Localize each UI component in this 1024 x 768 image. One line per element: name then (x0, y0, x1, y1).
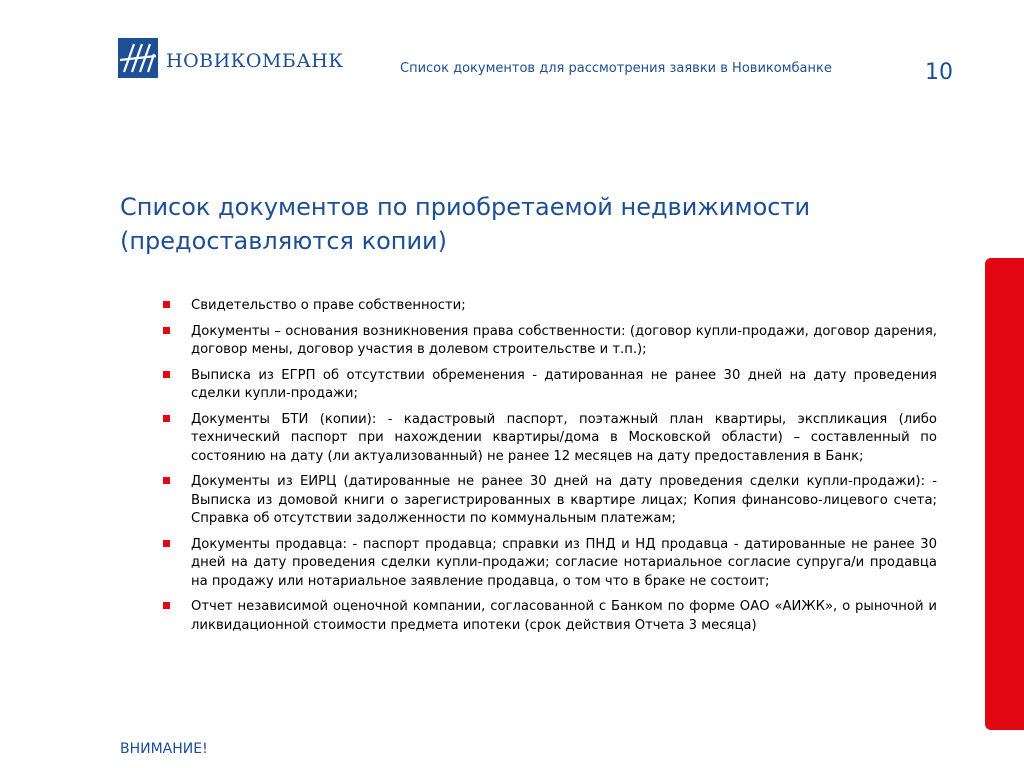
square-bullet-icon (163, 415, 170, 422)
list-item (163, 411, 937, 467)
list-item (163, 297, 937, 316)
side-accent-bar (985, 258, 1024, 730)
footer-note: ВНИМАНИЕ! (120, 741, 208, 757)
logo-text: НОВИКОМБАНК (166, 50, 344, 72)
header-title: Список документов для рассмотрения заявки в Новикомбанке (400, 61, 832, 76)
list-item-text: Выписка из ЕГРП об отсутствии обременения - датированная не ранее 30 дней на дату проведения сделки купли-продажи; (191, 367, 937, 401)
list-item-text: Документы – основания возникновения права собственности: (договор купли-продажи, договор дарения, договор мены, договор участия в долевом строительстве и т.п.); (191, 323, 937, 357)
square-bullet-icon (163, 540, 170, 547)
square-bullet-icon (163, 477, 170, 484)
square-bullet-icon (163, 602, 170, 609)
page-title-line-1: Список документов по приобретаемой недвижимости (120, 193, 811, 221)
documents-list (163, 297, 937, 642)
square-bullet-icon (163, 371, 170, 378)
list-item-text: Документы продавца: - паспорт продавца; справки из ПНД и НД продавца - датированные не ранее 30 дней на дату проведения сделки купли-продажи; согласие нотариальное согласие супруга/и продавца на продажу или нотариальное заявление продавца, о том что в браке не состоит; (191, 536, 937, 589)
list-item (163, 473, 937, 529)
list-item-text: Отчет независимой оценочной компании, согласованной с Банком по форме ОАО «АИЖК», о рыночной и ликвидационной стоимости предмета ипотеки (срок действия Отчета 3 месяца) (191, 599, 937, 633)
list-item (163, 598, 937, 635)
list-item-text: Свидетельство о праве собственности; (191, 298, 466, 313)
list-item-text: Документы БТИ (копии): - кадастровый паспорт, поэтажный план квартиры, экспликация (либо технический паспорт при нахождении квартиры/дома в Московской области) – составленный по состоянию на дату (ли актуализованный) не ранее 12 месяцев на дату предоставления в Банк; (191, 411, 937, 464)
list-item-text: Документы из ЕИРЦ (датированные не ранее 30 дней на дату проведения сделки купли-продажи): - Выписка из домовой книги о зарегистрированных в квартире лицах; Копия финансово-лицевого счета; Справка об отсутствии задолженности по коммунальным платежам; (191, 474, 937, 526)
page-title-line-2: (предоставляются копии) (120, 227, 448, 255)
page-title (120, 190, 900, 258)
square-bullet-icon (163, 327, 170, 334)
page-number: 10 (925, 60, 953, 85)
list-item (163, 323, 937, 360)
list-item (163, 367, 937, 404)
bank-logo (118, 38, 344, 78)
novikombank-logo-icon (118, 38, 158, 78)
square-bullet-icon (163, 301, 170, 308)
list-item (163, 536, 937, 592)
